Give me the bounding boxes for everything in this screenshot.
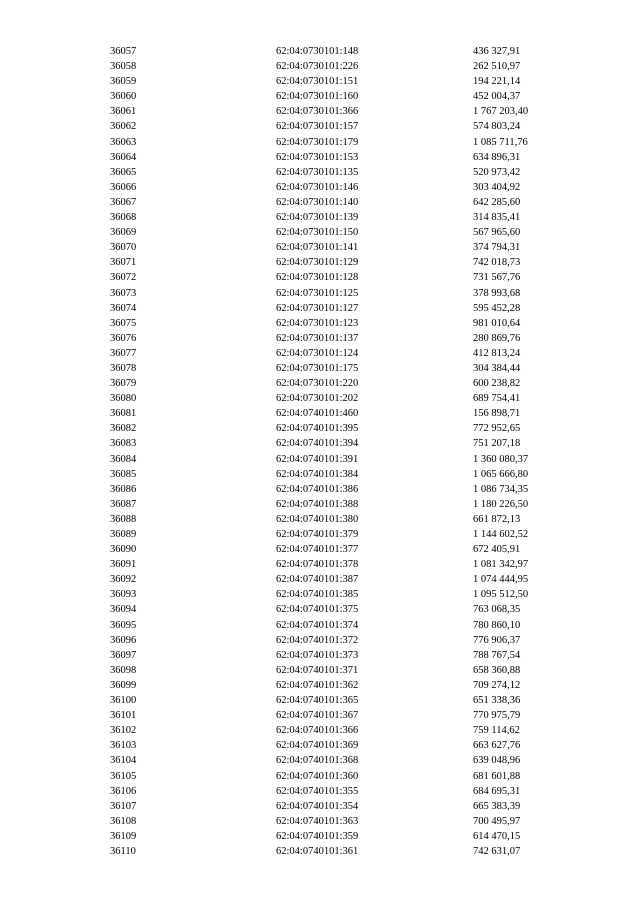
cadastral-number: 62:04:0740101:367	[276, 710, 359, 722]
cadastral-value: 1 085 711,76	[473, 136, 528, 148]
row-number: 36083	[110, 438, 137, 450]
cadastral-value: 1 081 342,97	[473, 559, 529, 571]
row-number: 36062	[110, 121, 137, 133]
cadastral-value: 634 896,31	[473, 151, 521, 163]
table-row	[0, 301, 640, 316]
table-row	[0, 255, 640, 270]
row-number: 36103	[110, 740, 137, 752]
table-row	[0, 104, 640, 119]
table-row	[0, 784, 640, 799]
cadastral-value: 436 327,91	[473, 46, 521, 57]
row-number: 36108	[110, 815, 137, 827]
cadastral-value: 520 973,42	[473, 166, 521, 178]
row-number: 36084	[110, 453, 137, 465]
row-number: 36068	[110, 212, 137, 224]
cadastral-number: 62:04:0740101:379	[276, 529, 359, 540]
cadastral-number: 62:04:0730101:125	[276, 287, 359, 299]
table-row	[0, 769, 640, 784]
cadastral-value: 314 835,41	[473, 212, 521, 224]
cadastral-value: 672 405,91	[473, 544, 521, 556]
table-row	[0, 663, 640, 678]
row-number: 36081	[110, 408, 137, 420]
row-number: 36110	[110, 845, 136, 857]
cadastral-number: 62:04:0740101:363	[276, 815, 359, 827]
cadastral-number: 62:04:0740101:373	[276, 649, 359, 661]
cadastral-value: 1 086 734,35	[473, 483, 529, 495]
cadastral-number: 62:04:0740101:362	[276, 679, 359, 691]
table-row	[0, 421, 640, 436]
cadastral-value: 663 627,76	[473, 740, 521, 752]
table-row	[0, 693, 640, 708]
cadastral-number: 62:04:0730101:157	[276, 121, 359, 133]
table-row	[0, 89, 640, 104]
cadastral-value: 1 065 666,80	[473, 468, 529, 480]
table-row	[0, 44, 640, 59]
table-row	[0, 829, 640, 844]
cadastral-value: 595 452,28	[473, 302, 521, 314]
row-number: 36091	[110, 559, 137, 571]
table-row	[0, 195, 640, 210]
table-row	[0, 436, 640, 451]
table-row	[0, 799, 640, 814]
cadastral-value: 681 601,88	[473, 770, 521, 782]
row-number: 36106	[110, 785, 137, 797]
table-row	[0, 391, 640, 406]
cadastral-number: 62:04:0740101:375	[276, 604, 359, 616]
cadastral-value: 1 074 444,95	[473, 574, 529, 586]
cadastral-number: 62:04:0740101:386	[276, 483, 359, 495]
cadastral-value: 194 221,14	[473, 76, 521, 88]
cadastral-value: 763 068,35	[473, 604, 521, 616]
cadastral-number: 62:04:0730101:151	[276, 76, 359, 88]
cadastral-value: 280 869,76	[473, 332, 521, 344]
cadastral-value: 780 860,10	[473, 619, 521, 631]
cadastral-number: 62:04:0740101:378	[276, 559, 359, 571]
cadastral-number: 62:04:0740101:387	[276, 574, 359, 586]
row-number: 36093	[110, 589, 137, 601]
table-row	[0, 678, 640, 693]
row-number: 36105	[110, 770, 137, 782]
cadastral-value: 742 631,07	[473, 845, 521, 857]
cadastral-number: 62:04:0740101:368	[276, 755, 359, 767]
table-row	[0, 512, 640, 527]
cadastral-number: 62:04:0740101:377	[276, 544, 359, 556]
cadastral-value: 1 767 203,40	[473, 106, 529, 118]
row-number: 36109	[110, 830, 137, 842]
row-number: 36073	[110, 287, 137, 299]
cadastral-number: 62:04:0740101:366	[276, 725, 359, 737]
row-number: 36102	[110, 725, 137, 737]
row-number: 36063	[110, 136, 137, 148]
cadastral-number: 62:04:0730101:127	[276, 302, 359, 314]
cadastral-value: 1 095 512,50	[473, 589, 529, 601]
cadastral-value: 751 207,18	[473, 438, 521, 450]
table-row	[0, 286, 640, 301]
cadastral-number: 62:04:0740101:360	[276, 770, 359, 782]
cadastral-value: 639 048,96	[473, 755, 521, 767]
cadastral-number: 62:04:0740101:369	[276, 740, 359, 752]
cadastral-value: 304 384,44	[473, 362, 521, 374]
cadastral-value: 661 872,13	[473, 513, 521, 525]
row-number: 36107	[110, 800, 137, 812]
cadastral-number: 62:04:0730101:137	[276, 332, 359, 344]
table-row	[0, 497, 640, 512]
table-row	[0, 467, 640, 482]
row-number: 36077	[110, 347, 137, 359]
row-number: 36058	[110, 61, 137, 73]
cadastral-number: 62:04:0740101:380	[276, 513, 359, 525]
cadastral-number: 62:04:0740101:391	[276, 453, 359, 465]
cadastral-number: 62:04:0740101:394	[276, 438, 359, 450]
cadastral-number: 62:04:0740101:371	[276, 664, 359, 676]
table-row	[0, 587, 640, 602]
cadastral-number: 62:04:0730101:175	[276, 362, 359, 374]
row-number: 36087	[110, 498, 137, 510]
cadastral-number: 62:04:0740101:374	[276, 619, 359, 631]
cadastral-value: 772 952,65	[473, 423, 521, 435]
cadastral-number: 62:04:0730101:146	[276, 181, 359, 193]
cadastral-number: 62:04:0730101:160	[276, 91, 359, 103]
cadastral-number: 62:04:0740101:384	[276, 468, 359, 480]
table-row	[0, 633, 640, 648]
row-number: 36086	[110, 483, 137, 495]
table-row	[0, 844, 640, 859]
cadastral-value: 567 965,60	[473, 227, 521, 239]
table-row	[0, 542, 640, 557]
row-number: 36097	[110, 649, 137, 661]
row-number: 36078	[110, 362, 137, 374]
cadastral-number: 62:04:0730101:220	[276, 378, 359, 390]
cadastral-number: 62:04:0730101:202	[276, 393, 359, 405]
table-row	[0, 708, 640, 723]
cadastral-value: 742 018,73	[473, 257, 521, 269]
cadastral-value: 374 794,31	[473, 242, 521, 254]
data-table	[0, 44, 640, 859]
row-number: 36074	[110, 302, 137, 314]
cadastral-value: 600 238,82	[473, 378, 521, 390]
table-row	[0, 180, 640, 195]
table-row	[0, 59, 640, 74]
cadastral-value: 651 338,36	[473, 695, 521, 707]
table-row	[0, 482, 640, 497]
row-number: 36080	[110, 393, 137, 405]
cadastral-value: 770 975,79	[473, 710, 521, 722]
cadastral-number: 62:04:0730101:366	[276, 106, 359, 118]
row-number: 36098	[110, 664, 137, 676]
cadastral-number: 62:04:0730101:141	[276, 242, 359, 254]
row-number: 36092	[110, 574, 137, 586]
row-number: 36072	[110, 272, 137, 284]
cadastral-number: 62:04:0730101:128	[276, 272, 359, 284]
row-number: 36075	[110, 317, 137, 329]
table-row	[0, 346, 640, 361]
cadastral-value: 303 404,92	[473, 181, 521, 193]
row-number: 36059	[110, 76, 137, 88]
row-number: 36094	[110, 604, 137, 616]
cadastral-value: 378 993,68	[473, 287, 521, 299]
row-number: 36066	[110, 181, 137, 193]
cadastral-value: 700 495,97	[473, 815, 521, 827]
row-number: 36060	[110, 91, 137, 103]
cadastral-number: 62:04:0730101:139	[276, 212, 359, 224]
row-number: 36095	[110, 619, 137, 631]
table-row	[0, 225, 640, 240]
cadastral-number: 62:04:0740101:365	[276, 695, 359, 707]
table-row	[0, 74, 640, 89]
row-number: 36085	[110, 468, 137, 480]
cadastral-value: 1 180 226,50	[473, 498, 529, 510]
cadastral-number: 62:04:0730101:129	[276, 257, 359, 269]
row-number: 36101	[110, 710, 137, 722]
cadastral-number: 62:04:0730101:179	[276, 136, 359, 148]
row-number: 36069	[110, 227, 137, 239]
table-row	[0, 165, 640, 180]
table-row	[0, 814, 640, 829]
row-number: 36096	[110, 634, 137, 646]
cadastral-number: 62:04:0740101:395	[276, 423, 359, 435]
table-row	[0, 572, 640, 587]
cadastral-value: 658 360,88	[473, 664, 521, 676]
row-number: 36100	[110, 695, 137, 707]
table-row	[0, 270, 640, 285]
table-row	[0, 602, 640, 617]
cadastral-value: 642 285,60	[473, 196, 521, 208]
table-row	[0, 738, 640, 753]
row-number: 36099	[110, 679, 137, 691]
cadastral-number: 62:04:0730101:153	[276, 151, 359, 163]
cadastral-number: 62:04:0730101:124	[276, 347, 359, 359]
cadastral-number: 62:04:0730101:148	[276, 46, 359, 57]
cadastral-value: 156 898,71	[473, 408, 521, 420]
cadastral-number: 62:04:0740101:359	[276, 830, 359, 842]
row-number: 36088	[110, 513, 137, 525]
table-row	[0, 452, 640, 467]
row-number: 36071	[110, 257, 137, 269]
table-row	[0, 316, 640, 331]
cadastral-number: 62:04:0740101:388	[276, 498, 359, 510]
table-row	[0, 527, 640, 542]
table-row	[0, 753, 640, 768]
cadastral-value: 759 114,62	[473, 725, 520, 737]
row-number: 36057	[110, 46, 137, 57]
row-number: 36064	[110, 151, 137, 163]
cadastral-value: 981 010,64	[473, 317, 521, 329]
row-number: 36076	[110, 332, 137, 344]
table-row	[0, 557, 640, 572]
cadastral-number: 62:04:0740101:372	[276, 634, 359, 646]
row-number: 36082	[110, 423, 137, 435]
cadastral-number: 62:04:0740101:385	[276, 589, 359, 601]
cadastral-value: 665 383,39	[473, 800, 521, 812]
cadastral-value: 574 803,24	[473, 121, 521, 133]
cadastral-value: 788 767,54	[473, 649, 521, 661]
cadastral-value: 262 510,97	[473, 61, 521, 73]
cadastral-value: 1 360 080,37	[473, 453, 529, 465]
table-row	[0, 361, 640, 376]
row-number: 36079	[110, 378, 137, 390]
cadastral-number: 62:04:0730101:135	[276, 166, 359, 178]
table-row	[0, 119, 640, 134]
table-row	[0, 723, 640, 738]
cadastral-number: 62:04:0730101:226	[276, 61, 359, 73]
cadastral-number: 62:04:0730101:150	[276, 227, 359, 239]
cadastral-number: 62:04:0740101:355	[276, 785, 359, 797]
cadastral-value: 452 004,37	[473, 91, 521, 103]
row-number: 36104	[110, 755, 137, 767]
cadastral-value: 709 274,12	[473, 679, 521, 691]
cadastral-value: 684 695,31	[473, 785, 521, 797]
row-number: 36070	[110, 242, 137, 254]
cadastral-number: 62:04:0740101:354	[276, 800, 359, 812]
cadastral-value: 1 144 602,52	[473, 529, 529, 540]
cadastral-value: 731 567,76	[473, 272, 521, 284]
row-number: 36090	[110, 544, 137, 556]
cadastral-value: 614 470,15	[473, 830, 521, 842]
table-row	[0, 648, 640, 663]
table-row	[0, 406, 640, 421]
table-row	[0, 135, 640, 150]
row-number: 36061	[110, 106, 137, 118]
row-number: 36065	[110, 166, 137, 178]
cadastral-value: 776 906,37	[473, 634, 521, 646]
table-row	[0, 376, 640, 391]
table-row	[0, 331, 640, 346]
cadastral-value: 412 813,24	[473, 347, 521, 359]
cadastral-number: 62:04:0740101:460	[276, 408, 359, 420]
row-number: 36089	[110, 529, 137, 540]
cadastral-number: 62:04:0730101:123	[276, 317, 359, 329]
table-row	[0, 210, 640, 225]
cadastral-value: 689 754,41	[473, 393, 521, 405]
row-number: 36067	[110, 196, 137, 208]
cadastral-number: 62:04:0730101:140	[276, 196, 359, 208]
cadastral-number: 62:04:0740101:361	[276, 845, 359, 857]
table-row	[0, 618, 640, 633]
table-row	[0, 240, 640, 255]
table-row	[0, 150, 640, 165]
